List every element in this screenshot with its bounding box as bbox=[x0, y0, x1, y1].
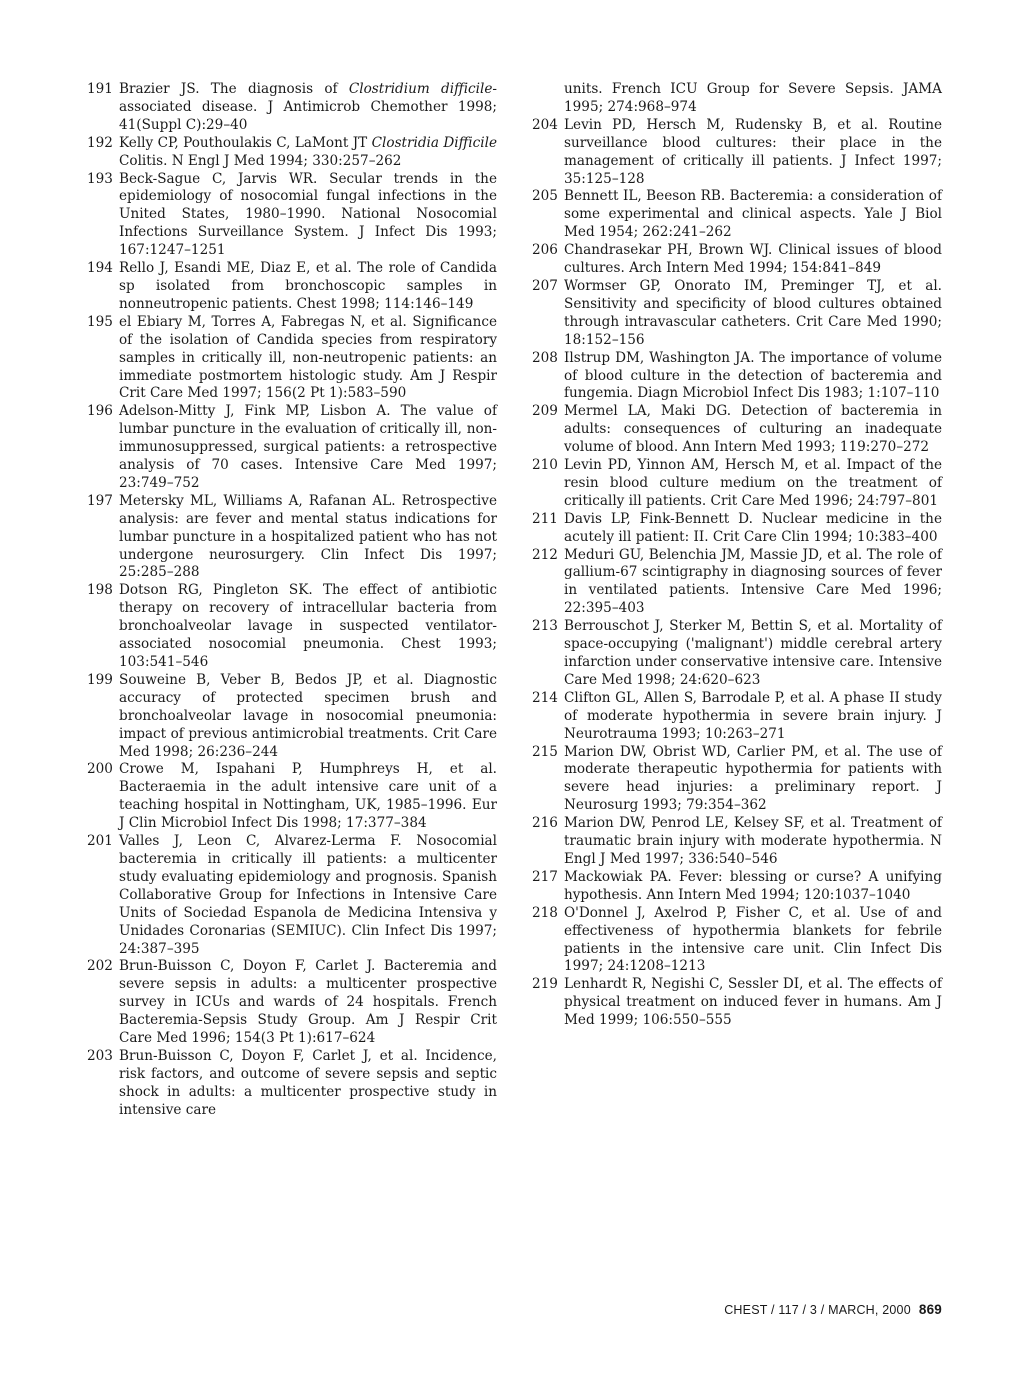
reference-number: 201 bbox=[87, 833, 113, 850]
reference-text: el Ebiary M, Torres A, Fabregas N, et al. Significance of the isolation of Candida species from respiratory samples in critically ill, non-neutropenic patients: an immediate postmortem histologic study. Am J Respir Crit Care Med 1997; 156(2 Pt 1):583–590 bbox=[119, 313, 497, 402]
reference-text: Meduri GU, Belenchia JM, Massie JD, et al. The role of gallium-67 scintigraphy in diagnosing sources of fever in ventilated patients. Intensive Care Med 1996; 22:395–403 bbox=[564, 546, 942, 617]
reference-number: 204 bbox=[532, 116, 558, 133]
reference-number: 210 bbox=[532, 457, 558, 474]
reference-number: 219 bbox=[532, 976, 558, 993]
reference-entry bbox=[87, 171, 497, 261]
reference-text: Levin PD, Hersch M, Rudensky B, et al. Routine surveillance blood cultures: their place in the management of critically ill patients. J Infect 1997; 35:125–128 bbox=[564, 116, 942, 187]
reference-text: Ilstrup DM, Washington JA. The importance of volume of blood culture in the detection of bacteremia and fungemia. Diagn Microbiol Infect Dis 1983; 1:107–110 bbox=[564, 349, 942, 402]
reference-entry bbox=[532, 815, 942, 869]
reference-number: 214 bbox=[532, 689, 558, 706]
reference-number: 192 bbox=[87, 134, 113, 151]
reference-number: 194 bbox=[87, 260, 113, 277]
reference-entry bbox=[532, 242, 942, 278]
reference-entry bbox=[532, 976, 942, 1030]
reference-number: 208 bbox=[532, 349, 558, 366]
reference-text: Dotson RG, Pingleton SK. The effect of antibiotic therapy on recovery of intracellular bacteria from bronchoalveolar lavage in suspected ventilator- associated nosocomial pneumonia. Chest 1993; 103:541–546 bbox=[119, 582, 497, 670]
reference-entry bbox=[532, 457, 942, 511]
reference-number: 212 bbox=[532, 546, 558, 563]
reference-number: 207 bbox=[532, 277, 558, 294]
reference-number: 197 bbox=[87, 492, 113, 509]
reference-entry bbox=[532, 618, 942, 690]
reference-number: 203 bbox=[87, 1047, 113, 1064]
reference-number: 217 bbox=[532, 868, 558, 885]
reference-text: Lenhardt R, Negishi C, Sessler DI, et al. The effects of physical treatment on induced fever in humans. Am J Med 1999; 106:550–555 bbox=[564, 976, 942, 1029]
reference-number: 213 bbox=[532, 618, 558, 635]
reference-number: 205 bbox=[532, 188, 558, 205]
page-footer bbox=[724, 1302, 942, 1317]
reference-text: Kelly CP, Pouthoulakis C, LaMont JT Clostridia Difficile Colitis. N Engl J Med 1994; 330:257–262 bbox=[119, 134, 497, 169]
reference-entry bbox=[87, 1048, 497, 1120]
reference-text: Crowe M, Ispahani P, Humphreys H, et al. Bacteraemia in the adult intensive care unit of a teaching hospital in Nottingham, UK, 1985–1996. Eur J Clin Microbiol Infect Dis 1998; 17:377–384 bbox=[119, 761, 497, 832]
page-number: 869 bbox=[918, 1302, 942, 1317]
reference-text: Berrouschot J, Sterker M, Bettin S, et al. Mortality of space-occupying ('malignant') middle cerebral artery infarction under conservative intensive care. Intensive Care Med 1998; 24:620–623 bbox=[564, 618, 942, 688]
reference-entry bbox=[87, 833, 497, 958]
reference-entry bbox=[87, 672, 497, 762]
reference-entry bbox=[87, 403, 497, 493]
reference-text: Adelson-Mitty J, Fink MP, Lisbon A. The value of lumbar puncture in the evaluation of critically ill, non-immunosuppressed, surgical patients: a retrospective analysis of 70 cases. Intensive Care Med 1997; 23:749–752 bbox=[119, 403, 497, 491]
reference-text: Brun-Buisson C, Doyon F, Carlet J, et al. Incidence, risk factors, and outcome of severe sepsis and septic shock in adults: a multicenter prospective study in intensive care bbox=[119, 1047, 497, 1118]
reference-entry bbox=[532, 547, 942, 619]
reference-entry bbox=[532, 117, 942, 189]
reference-entry bbox=[87, 958, 497, 1048]
reference-entry bbox=[87, 135, 497, 171]
reference-entry bbox=[532, 278, 942, 350]
reference-number: 218 bbox=[532, 904, 558, 921]
reference-number: 193 bbox=[87, 170, 113, 187]
journal-citation: CHEST / 117 / 3 / MARCH, 2000 bbox=[724, 1303, 911, 1317]
reference-text: Bennett IL, Beeson RB. Bacteremia: a consideration of some experimental and clinical aspects. Yale J Biol Med 1954; 262:241–262 bbox=[564, 188, 942, 241]
reference-text: Clifton GL, Allen S, Barrodale P, et al. A phase II study of moderate hypothermia in severe brain injury. J Neurotrauma 1993; 10:263–271 bbox=[564, 689, 942, 742]
reference-text: Brun-Buisson C, Doyon F, Carlet J. Bacteremia and severe sepsis in adults: a multicenter prospective survey in ICUs and wards of 24 hospitals. French Bacteremia-Sepsis Study Group. Am J Respir Crit Care Med 1996; 154(3 Pt 1):617–624 bbox=[119, 958, 497, 1047]
reference-number: 200 bbox=[87, 761, 113, 778]
reference-number: 191 bbox=[87, 81, 113, 97]
reference-text: O'Donnel J, Axelrod P, Fisher C, et al. Use of and effectiveness of hypothermia blankets for febrile patients in the intensive care unit. Clin Infect Dis 1997; 24:1208–1213 bbox=[564, 904, 942, 975]
reference-entry bbox=[532, 350, 942, 404]
reference-entry bbox=[532, 905, 942, 977]
reference-entry bbox=[87, 81, 497, 135]
reference-text: Beck-Sague C, Jarvis WR. Secular trends in the epidemiology of nosocomial fungal infections in the United States, 1980–1990. National Nosocomial Infections Surveillance System. J Infect Dis 1993; 167:1247–1251 bbox=[119, 170, 497, 259]
reference-text: Mermel LA, Maki DG. Detection of bacteremia in adults: consequences of culturing an inadequate volume of blood. Ann Intern Med 1993; 119:270–272 bbox=[564, 403, 942, 456]
reference-number: 195 bbox=[87, 313, 113, 330]
reference-text: Marion DW, Penrod LE, Kelsey SF, et al. Treatment of traumatic brain injury with moderate hypothermia. N Engl J Med 1997; 336:540–546 bbox=[564, 815, 942, 867]
reference-text: Mackowiak PA. Fever: blessing or curse? A unifying hypothesis. Ann Intern Med 1994; 120:1037–1040 bbox=[564, 868, 942, 903]
reference-text: Brazier JS. The diagnosis of Clostridium difficile-associated disease. J Antimicrob Chemother 1998; 41(Suppl C):29–40 bbox=[119, 81, 497, 133]
reference-number: 196 bbox=[87, 403, 113, 420]
reference-number: 202 bbox=[87, 958, 113, 975]
reference-number: 206 bbox=[532, 242, 558, 259]
reference-text: Marion DW, Obrist WD, Carlier PM, et al. The use of moderate therapeutic hypothermia for patients with severe head injuries: a preliminary report. J Neurosurg 1993; 79:354–362 bbox=[564, 743, 942, 814]
references-left-column bbox=[87, 81, 497, 1120]
reference-text: Levin PD, Yinnon AM, Hersch M, et al. Impact of the resin blood culture medium on the treatment of critically ill patients. Crit Care Med 1996; 24:797–801 bbox=[564, 457, 942, 509]
reference-entry bbox=[87, 582, 497, 672]
reference-entry bbox=[532, 403, 942, 457]
reference-continuation: units. French ICU Group for Severe Sepsis. JAMA 1995; 274:968–974 bbox=[564, 81, 942, 115]
reference-text: Metersky ML, Williams A, Rafanan AL. Retrospective analysis: are fever and mental status indications for lumbar puncture in a hospitalized patient who has not undergone neurosurgery. Clin Infect Dis 1997; 25:285–288 bbox=[119, 492, 497, 581]
reference-text: Wormser GP, Onorato IM, Preminger TJ, et al. Sensitivity and specificity of blood cultures obtained through intravascular catheters. Crit Care Med 1990; 18:152–156 bbox=[564, 277, 942, 348]
reference-number: 215 bbox=[532, 743, 558, 760]
reference-entry bbox=[532, 511, 942, 547]
reference-number: 216 bbox=[532, 815, 558, 832]
reference-entry bbox=[87, 314, 497, 404]
reference-number: 199 bbox=[87, 671, 113, 688]
reference-number: 198 bbox=[87, 582, 113, 599]
reference-entry bbox=[532, 869, 942, 905]
reference-entry bbox=[532, 690, 942, 744]
reference-entry bbox=[532, 744, 942, 816]
reference-number: 209 bbox=[532, 403, 558, 420]
reference-entry bbox=[87, 493, 497, 583]
references-right-column bbox=[532, 81, 942, 1030]
reference-number: 211 bbox=[532, 510, 558, 527]
reference-entry bbox=[87, 260, 497, 314]
reference-text: Rello J, Esandi ME, Diaz E, et al. The role of Candida sp isolated from bronchoscopic samples in nonneutropenic patients. Chest 1998; 114:146–149 bbox=[119, 260, 497, 312]
reference-entry bbox=[87, 761, 497, 833]
reference-text: Souweine B, Veber B, Bedos JP, et al. Diagnostic accuracy of protected specimen brush and bronchoalveolar lavage in nosocomial pneumonia: impact of previous antimicrobial treatments. Crit Care Med 1998; 26:236–244 bbox=[119, 671, 497, 760]
reference-text: Davis LP, Fink-Bennett D. Nuclear medicine in the acutely ill patient: II. Crit Care Clin 1994; 10:383–400 bbox=[564, 510, 942, 545]
reference-text: Chandrasekar PH, Brown WJ. Clinical issues of blood cultures. Arch Intern Med 1994; 154:841–849 bbox=[564, 242, 942, 277]
reference-entry bbox=[532, 188, 942, 242]
reference-text: Valles J, Leon C, Alvarez-Lerma F. Nosocomial bacteremia in critically ill patients: a multicenter study evaluating epidemiology and prognosis. Spanish Collaborative Group for Infections in Intensive Care Units of Sociedad Espanola de Medicina Intensiva y Unidades Coronarias (SEMIUC). Clin Infect Dis 1997; 24:387–395 bbox=[119, 833, 497, 957]
